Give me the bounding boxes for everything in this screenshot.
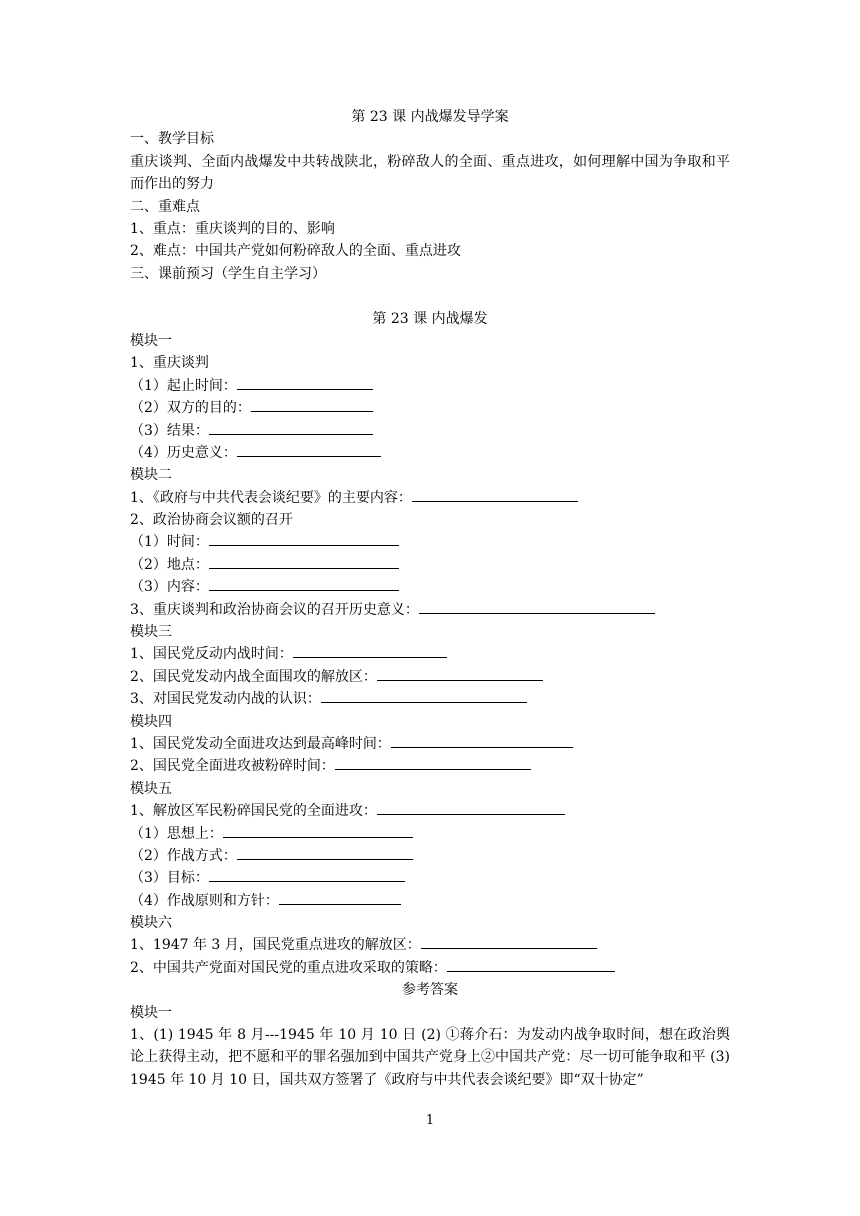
question-item (130, 420, 730, 442)
question-item (130, 397, 730, 419)
answer-blank (377, 800, 565, 815)
answer-blank (377, 666, 543, 681)
answer-blank (279, 890, 401, 905)
question-label: （3）结果： (130, 422, 209, 439)
answer-blank (209, 554, 399, 569)
question-label: （2）作战方式： (130, 847, 237, 864)
question-label: （4）历史意义： (130, 444, 237, 461)
answer-blank (421, 934, 597, 949)
answer-blank (391, 733, 573, 748)
question-label: （4）作战原则和方针： (130, 892, 279, 909)
answer-blank (321, 688, 527, 703)
answer-blank (237, 375, 373, 390)
question-item (130, 643, 730, 665)
section-heading: 一、教学目标 (130, 131, 214, 148)
question-item (130, 531, 730, 553)
answer-blank (335, 755, 531, 770)
question-label: （2）双方的目的： (130, 400, 251, 417)
document-body (130, 106, 730, 1091)
question-item (130, 576, 730, 598)
question-item (130, 688, 730, 710)
question-label: （3）目标： (130, 870, 209, 887)
question-item (130, 867, 730, 889)
question-item (130, 934, 730, 956)
answer-blank (209, 531, 399, 546)
module-heading: 模块一 (130, 1004, 172, 1021)
question-label: 2、国民党全面进攻被粉碎时间： (130, 758, 335, 775)
question-item (130, 666, 730, 688)
answers-heading: 参考答案 (402, 982, 458, 999)
question-item (130, 800, 730, 822)
list-item: 2、难点：中国共产党如何粉碎敌人的全面、重点进攻 (130, 243, 461, 260)
question-item (130, 845, 730, 867)
answer-blank (237, 845, 413, 860)
paragraph: 重庆谈判、全面内战爆发中共转战陕北，粉碎敌人的全面、重点进攻，如何理解中国为争取和平而作出的努力 (130, 153, 730, 193)
answer-blank (251, 397, 373, 412)
question-item (130, 554, 730, 576)
page-title: 第 23 课 内战爆发导学案 (351, 109, 509, 125)
page-number: 1 (425, 1113, 435, 1128)
worksheet-title: 第 23 课 内战爆发 (372, 310, 488, 327)
question-label: 1、1947 年 3 月，国民党重点进攻的解放区： (130, 937, 421, 954)
question-label: 2、国民党发动内战全面围攻的解放区： (130, 668, 377, 685)
answer-paragraph: 1、(1) 1945 年 8 月---1945 年 10 月 10 日 (2) ①蒋介石：为发动内战争取时间，想在政治舆论上获得主动，把不愿和平的罪名强加到中国共产党身上②中国共产党：尽一切可能争取和平 (3) 1945 年 10 月 10 日，国共双方签署了《政府与中共代表会谈纪要》即“双十协定” (130, 1027, 730, 1088)
question-item (130, 375, 730, 397)
module-heading: 模块五 (130, 780, 172, 797)
question-label: （1）时间： (130, 534, 209, 551)
question-item (130, 755, 730, 777)
question-label: 2、中国共产党面对国民党的重点进攻采取的策略： (130, 959, 447, 976)
answer-blank (293, 643, 447, 658)
module-heading: 模块六 (130, 915, 172, 932)
answer-blank (419, 599, 655, 614)
question-label: 1、国民党发动全面进攻达到最高峰时间： (130, 735, 391, 752)
question-item (130, 599, 730, 621)
answer-blank (209, 420, 373, 435)
question-item (130, 890, 730, 912)
module-heading: 模块一 (130, 332, 172, 349)
question-label: （2）地点： (130, 556, 209, 573)
answer-blank (209, 576, 399, 591)
question-item (130, 442, 730, 464)
question-item (130, 823, 730, 845)
module-heading: 模块二 (130, 467, 172, 484)
question-item (130, 733, 730, 755)
answer-blank (209, 867, 405, 882)
question-item (130, 487, 730, 509)
list-item: 1、重点：重庆谈判的目的、影响 (130, 220, 335, 237)
module-heading: 模块四 (130, 713, 172, 730)
module-heading: 模块三 (130, 624, 172, 641)
section-heading: 二、重难点 (130, 198, 200, 215)
answer-blank (223, 823, 413, 838)
question-item (130, 957, 730, 979)
question-label: 3、对国民党发动内战的认识： (130, 691, 321, 708)
question-label: 1、《政府与中共代表会谈纪要》的主要内容： (130, 489, 412, 506)
answer-blank (447, 957, 615, 972)
question-label: （1）思想上： (130, 825, 223, 842)
answer-blank (412, 487, 578, 502)
question-label: 1、国民党反动内战时间： (130, 646, 293, 663)
answer-blank (237, 442, 381, 457)
question-label: （1）起止时间： (130, 377, 237, 394)
question: 1、重庆谈判 (130, 355, 209, 372)
question-label: 3、重庆谈判和政治协商会议的召开历史意义： (130, 601, 419, 618)
section-heading: 三、课前预习（学生自主学习） (130, 265, 326, 282)
question-label: （3）内容： (130, 579, 209, 596)
question: 2、政治协商会议额的召开 (130, 512, 293, 529)
question-label: 1、解放区军民粉碎国民党的全面进攻： (130, 803, 377, 820)
